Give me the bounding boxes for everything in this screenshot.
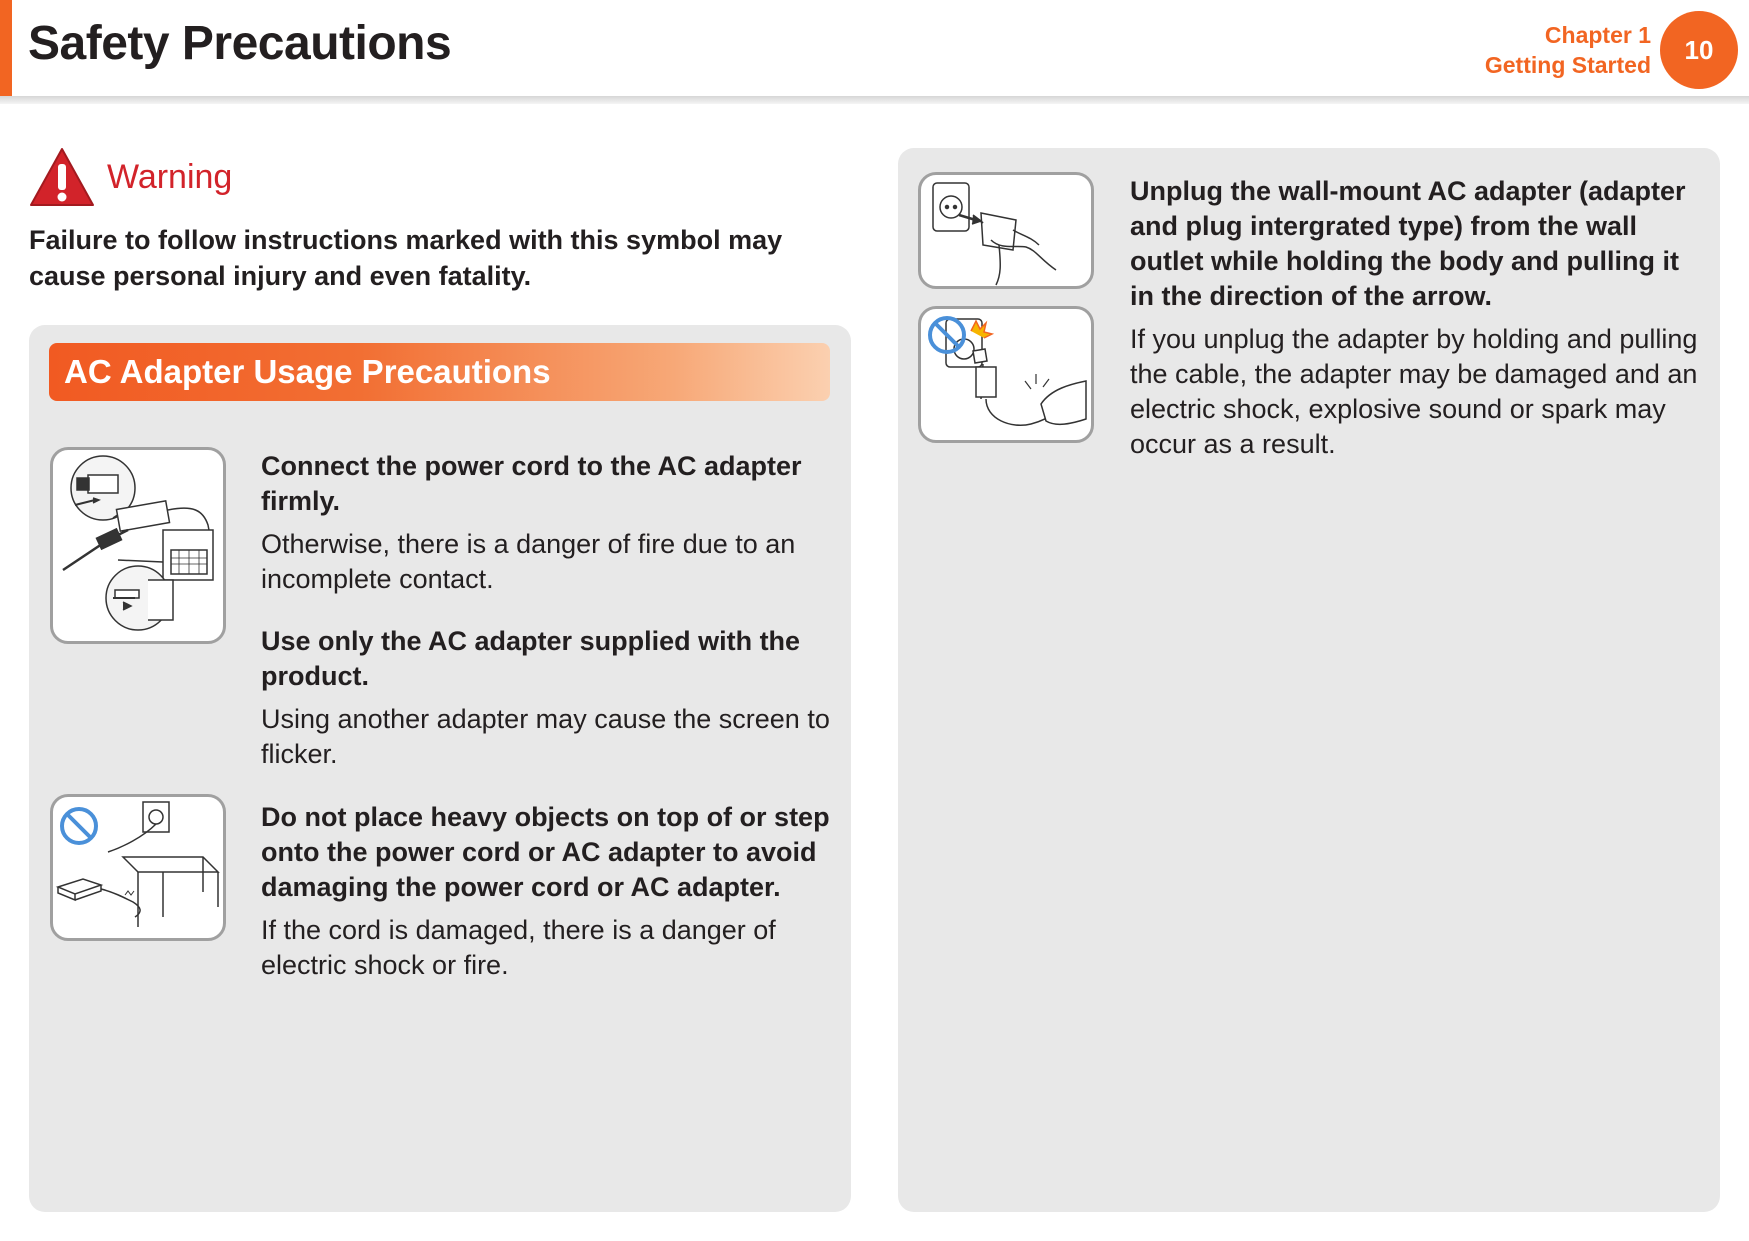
chapter-number: Chapter 1 bbox=[1544, 22, 1651, 48]
warning-heading bbox=[29, 147, 232, 207]
heavy-object-illustration bbox=[50, 794, 226, 941]
instruction-body: If you unplug the adapter by holding and pulling the cable, the adapter may be damaged and an electric shock, explosive sound or spark may occur as a result. bbox=[1130, 324, 1698, 459]
page-title: Safety Precautions bbox=[28, 17, 452, 70]
instruction-body: Otherwise, there is a danger of fire due to an incomplete contact. bbox=[261, 529, 796, 594]
warning-triangle-icon bbox=[29, 147, 95, 207]
instruction-item bbox=[261, 800, 831, 983]
adapter-connection-illustration bbox=[50, 447, 226, 644]
header-divider bbox=[0, 96, 1749, 104]
section-title: AC Adapter Usage Precautions bbox=[64, 353, 551, 390]
incorrect-unplug-illustration bbox=[918, 306, 1094, 443]
header-accent-bar bbox=[0, 0, 12, 97]
instruction-heading: Unplug the wall-mount AC adapter (adapter and plug intergrated type) from the wall outlet while holding the body and pulling it in the direction of the arrow. bbox=[1130, 176, 1686, 311]
instruction-item bbox=[261, 449, 821, 597]
prohibition-icon bbox=[62, 809, 96, 843]
instruction-heading: Connect the power cord to the AC adapter firmly. bbox=[261, 451, 802, 516]
instruction-item bbox=[1130, 174, 1705, 462]
chapter-label bbox=[1485, 20, 1651, 80]
warning-text: Failure to follow instructions marked with this symbol may cause personal injury and even fatality. bbox=[29, 225, 783, 291]
instruction-heading: Do not place heavy objects on top of or step onto the power cord or AC adapter to avoid damaging the power cord or AC adapter. bbox=[261, 802, 830, 902]
correct-unplug-illustration bbox=[918, 172, 1094, 289]
instruction-heading: Use only the AC adapter supplied with the product. bbox=[261, 626, 801, 691]
section-header bbox=[49, 343, 830, 401]
instruction-item bbox=[261, 624, 831, 772]
instruction-body: Using another adapter may cause the screen to flicker. bbox=[261, 704, 830, 769]
instruction-body: If the cord is damaged, there is a danger of electric shock or fire. bbox=[261, 915, 776, 980]
warning-label: Warning bbox=[107, 157, 233, 196]
page-number-badge: 10 bbox=[1660, 11, 1738, 89]
chapter-name: Getting Started bbox=[1484, 52, 1651, 78]
